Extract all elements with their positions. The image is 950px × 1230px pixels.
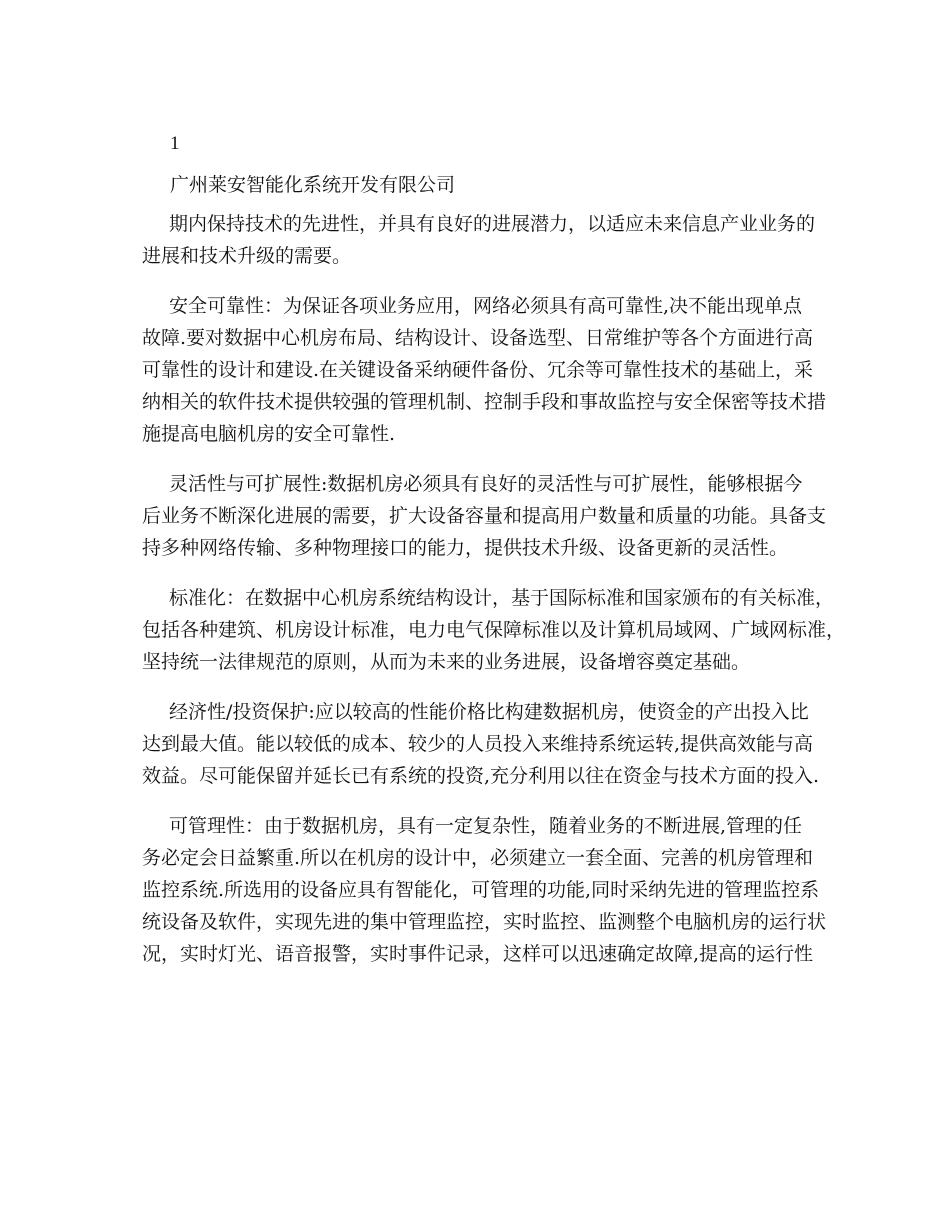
text-line: 监控系统.所选用的设备应具有智能化，可管理的功能,同时采纳先进的管理监控系 [142, 879, 820, 901]
text-line: 后业务不断深化进展的需要，扩大设备容量和提高用户数量和质量的功能。具备支 [142, 505, 827, 527]
text-line: 统设备及软件，实现先进的集中管理监控，实时监控、监测整个电脑机房的运行状 [142, 911, 827, 933]
text-line: 灵活性与可扩展性:数据机房必须具有良好的灵活性与可扩展性，能够根据今 [169, 473, 803, 495]
text-line: 持多种网络传输、多种物理接口的能力，提供技术升级、设备更新的灵活性。 [142, 537, 789, 559]
text-line: 可靠性的设计和建设.在关键设备采纳硬件备份、冗余等可靠性技术的基础上，采 [142, 359, 814, 381]
paragraph [142, 696, 827, 792]
paragraph [142, 810, 827, 970]
text-line: 坚持统一法律规范的原则，从而为未来的业务进展，设备增容奠定基础。 [142, 651, 751, 673]
text-line: 施提高电脑机房的安全可靠性. [142, 423, 396, 445]
text-line: 标准化：在数据中心机房系统结构设计，基于国际标准和国家颁布的有关标准， [169, 587, 835, 609]
paragraph [142, 582, 846, 678]
text-line: 可管理性：由于数据机房，具有一定复杂性，随着业务的不断进展,管理的任 [169, 815, 803, 837]
text-line: 纳相关的软件技术提供较强的管理机制、控制手段和事故监控与安全保密等技术措 [142, 391, 827, 413]
text-line: 期内保持技术的先进性，并具有良好的进展潜力，以适应未来信息产业业务的 [169, 213, 816, 235]
page-number: 1 [170, 133, 180, 154]
text-line: 故障.要对数据中心机房布局、结构设计、设备选型、日常维护等各个方面进行高 [142, 327, 814, 349]
paragraph [142, 208, 827, 272]
paragraph [142, 290, 827, 450]
text-line: 进展和技术升级的需要。 [142, 245, 352, 267]
text-line: 况，实时灯光、语音报警，实时事件记录，这样可以迅速确定故障,提高的运行性 [142, 943, 814, 965]
company-name: 广州莱安智能化系统开发有限公司 [170, 174, 456, 196]
text-line: 包括各种建筑、机房设计标准，电力电气保障标准以及计算机局域网、广域网标准， [142, 619, 846, 641]
text-line: 达到最大值。能以较低的成本、较少的人员投入来维持系统运转,提供高效能与高 [142, 733, 814, 755]
text-line: 经济性/投资保护:应以较高的性能价格比构建数据机房，使资金的产出投入比 [169, 701, 809, 723]
body-text [142, 208, 846, 988]
text-line: 效益。尽可能保留并延长已有系统的投资,充分利用以往在资金与技术方面的投入. [142, 765, 820, 787]
paragraph [142, 468, 827, 564]
text-line: 安全可靠性：为保证各项业务应用，网络必须具有高可靠性,决不能出现单点 [169, 295, 803, 317]
text-line: 务必定会日益繁重.所以在机房的设计中，必须建立一套全面、完善的机房管理和 [142, 847, 814, 869]
